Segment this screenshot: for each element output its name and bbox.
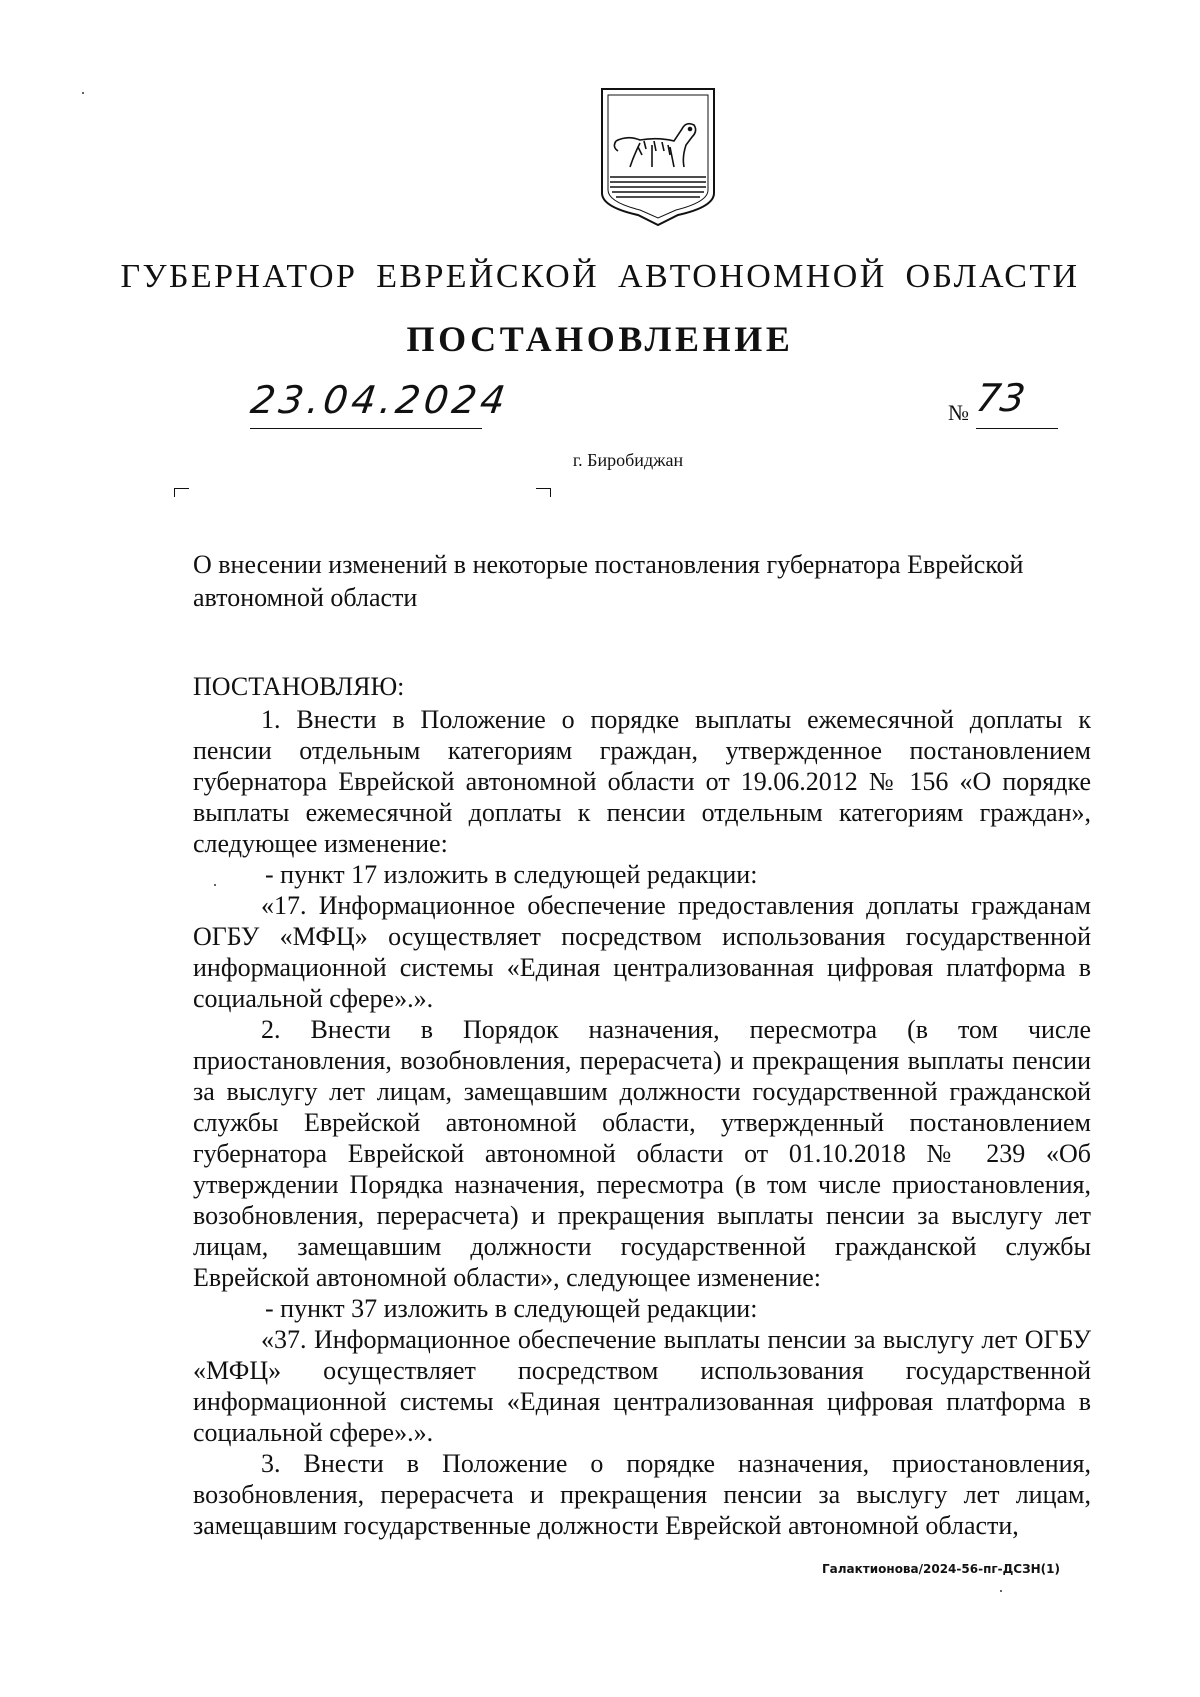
number-label: № [948, 400, 969, 425]
document-type-title: ПОСТАНОВЛЕНИЕ [406, 319, 794, 359]
paragraph-3: 3. Внести в Положение о порядке назначения, приостановления, возобновления, перерасчета и прекращения пенсии за выслугу лет лицам, замещавшим государственные должности Еврейской автономной области, [193, 1449, 1091, 1540]
date-underline [250, 428, 482, 429]
handwritten-date: 23.04.2024 [248, 378, 512, 422]
paragraph-1-item: - пункт 17 изложить в следующей редакции: [265, 860, 758, 889]
paragraph-2-quote: «37. Информационное обеспечение выплаты пенсии за выслугу лет ОГБУ «МФЦ» осуществляет посредством использования государственной информационной системы «Единая централизованная цифровая платформа в социальной сфере».». [193, 1325, 1091, 1447]
paragraph-2: 2. Внести в Порядок назначения, пересмотра (в том числе приостановления, возобновления, перерасчета) и прекращения выплаты пенсии за выслугу лет лицам, замещавшим должности государственной гражданской службы Еврейской автономной области, утвержденный постановлением губернатора Еврейской автономной области от 01.10.2018 № 239 «Об утверждении Порядка назначения, пересмотра (в том числе приостановления, возобновления, перерасчета) и прекращения выплаты пенсии за выслугу лет лицам, замещавшим должности государственной гражданской службы Еврейской автономной области», следующее изменение: [193, 1015, 1091, 1292]
paragraph-1: 1. Внести в Положение о порядке выплаты ежемесячной доплаты к пенсии отдельным категориям граждан, утвержденное постановлением губернатора Еврейской автономной области от 19.06.2012 № 156 «О порядке выплаты ежемесячной доплаты к пенсии отдельным категориям граждан», следующее изменение: [193, 705, 1091, 858]
footer-reference: Галактионова/2024-56-пг-ДСЗН(1) [822, 1562, 1060, 1576]
scan-speck [1000, 1590, 1002, 1592]
subject-corner-right [536, 488, 551, 497]
coat-of-arms-icon [598, 85, 718, 230]
issuing-authority: ГУБЕРНАТОР ЕВРЕЙСКОЙ АВТОНОМНОЙ ОБЛАСТИ [120, 258, 1080, 295]
document-subject: О внесении изменений в некоторые постановления губернатора Еврейской автономной области [193, 550, 1024, 612]
paragraph-2-item: - пункт 37 изложить в следующей редакции: [265, 1294, 758, 1323]
scan-speck [82, 92, 84, 94]
document-body [193, 704, 1091, 1541]
paragraph-1-quote: «17. Информационное обеспечение предоставления доплаты гражданам ОГБУ «МФЦ» осуществляет посредством использования государственной информационной системы «Единая централизованная цифровая платформа в социальной сфере».». [193, 891, 1091, 1013]
city-name: г. Биробиджан [572, 450, 684, 470]
number-underline [976, 428, 1058, 429]
subject-corner-left [174, 488, 189, 497]
handwritten-number: 73 [973, 376, 1028, 420]
scan-speck [214, 884, 216, 886]
decree-word: ПОСТАНОВЛЯЮ: [193, 672, 405, 701]
